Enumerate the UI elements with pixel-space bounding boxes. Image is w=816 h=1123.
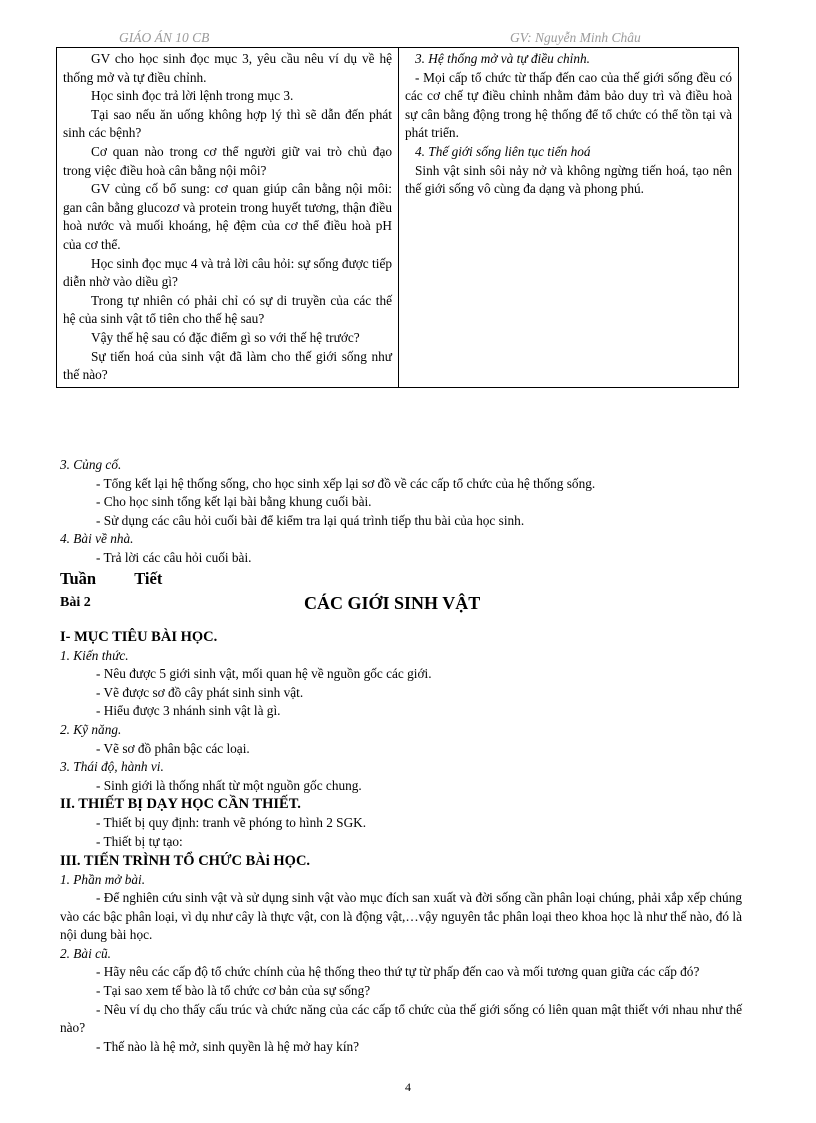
list-item: - Hãy nêu các cấp độ tổ chức chính của hệ thống theo thứ tự từ phấp đến cao và mối tương quan giữa các cấp đó? [96,964,700,980]
bai-ve-nha-heading: 4. Bài về nhà. [60,531,134,547]
subsection-heading: 1. Phần mở bài. [60,871,146,887]
content-paragraph: Sinh vật sinh sôi nảy nở và không ngừng tiến hoá, tạo nên thế giới sống vô cùng đa dạng và phong phú. [405,162,732,197]
activity-paragraph: GV củng cố bổ sung: cơ quan giúp cân bằng nội môi: gan cân bằng glucozơ và protein trong huyết tương, thận điều hoà nước và muối khoáng, hệ đệm của cơ thể điều hoà pH của cơ thể. [63,181,392,252]
list-item: - Vẽ được sơ đồ cây phát sinh sinh vật. [96,684,304,700]
week-period-line [60,568,742,590]
week-label: Tuần [60,568,97,588]
list-item: - Sinh giới là thống nhất từ một nguồn gốc chung. [96,777,362,793]
list-item: - Sử dụng các câu hỏi cuối bài để kiểm tra lại quá trình tiếp thu bài của học sinh. [96,512,525,528]
activity-paragraph: Cơ quan nào trong cơ thể người giữ vai trò chủ đạo trong việc điều hoà cân bằng nội môi? [63,143,392,178]
subsection-heading: 3. Thái độ, hành vi. [60,759,164,775]
list-item: - Cho học sinh tổng kết lại bài bằng khung cuối bài. [96,494,372,510]
content-cell [399,48,739,388]
list-item: - Nêu ví dụ cho thấy cấu trúc và chức năng của các cấp tổ chức của thế giới sống có liên quan mật thiết với nhau như thế nào? [60,1001,742,1036]
cung-co-heading: 3. Củng cố. [60,457,122,472]
activity-paragraph: GV cho học sinh đọc mục 3, yêu cầu nêu ví dụ về hệ thống mở và tự điều chỉnh. [63,51,392,85]
list-item: - Tại sao xem tế bào là tổ chức cơ bản của sự sống? [96,983,371,999]
subsection-heading: 1. Kiến thức. [60,647,129,663]
content-heading: 4. Thế giới sống liên tục tiến hoá [415,143,591,159]
list-item: - Nêu được 5 giới sinh vật, mối quan hệ về nguồn gốc các giới. [96,666,432,682]
subsection-heading: 2. Kỹ năng. [60,721,122,737]
lesson-table [56,47,739,388]
page-number: 4 [405,1080,411,1094]
period-label: Tiết [134,568,163,588]
section-heading: I- MỤC TIÊU BÀI HỌC. [60,628,218,645]
header-right: GV: Nguyễn Minh Châu [510,30,641,45]
main-content [60,456,742,1056]
list-item: - Hiểu được 3 nhánh sinh vật là gì. [96,703,281,719]
list-item: - Thiết bị tự tạo: [96,833,183,849]
activity-paragraph: Học sinh đọc mục 4 và trả lời câu hỏi: sự sống được tiếp diễn nhờ vào diều gì? [63,255,392,290]
activity-paragraph: Sự tiến hoá của sinh vật đã làm cho thế giới sống như thế nào? [63,348,392,383]
header-left: GIÁO ÁN 10 CB [119,30,210,45]
paragraph: - Để nghiên cứu sinh vật và sử dụng sinh vật vào mục đích san xuất và đời sống cần phân loại chúng, phải xắp xếp chúng vào các bậc phân loại, vì dụ như cây là thực vật, con là động vật,…vậy nguyên tắc phân loại theo khoa học là như thế nào, đó là nội dung bài học. [60,890,742,943]
list-item: - Trả lời các câu hỏi cuối bài. [96,549,252,565]
content-paragraph: - Mọi cấp tổ chức từ thấp đến cao của thế giới sống đều có các cơ chế tự điều chỉnh nhằm đảm bảo duy trì và điều hoà sự cân bằng động trong hệ thống để tổ chức có thể tồn tại và phát triển. [405,69,732,141]
activity-paragraph: Tại sao nếu ăn uống không hợp lý thì sẽ dẫn đến phát sinh các bệnh? [63,106,392,141]
section-heading: II. THIẾT BỊ DẠY HỌC CẦN THIẾT. [60,796,301,813]
list-item: - Thế nào là hệ mở, sinh quyền là hệ mở hay kín? [96,1038,360,1054]
lesson-title-row [60,590,742,620]
teacher-student-activity-cell [57,48,399,388]
subsection-heading: 2. Bài cũ. [60,945,111,961]
lesson-title: CÁC GIỚI SINH VẬT [304,592,481,613]
lesson-number: Bài 2 [60,594,91,610]
content-heading: 3. Hệ thống mở và tự điều chỉnh. [415,51,590,66]
list-item: - Vẽ sơ đồ phân bậc các loại. [96,740,250,756]
activity-paragraph: Học sinh đọc trả lời lệnh trong mục 3. [91,88,294,104]
page-header [0,29,816,47]
list-item: - Tổng kết lại hệ thống sống, cho học sinh xếp lại sơ đồ về các cấp tổ chức của hệ thống sống. [96,475,596,491]
activity-paragraph: Trong tự nhiên có phải chỉ có sự di truyền của các thế hệ của sinh vật tổ tiên cho thế hệ sau? [63,292,392,327]
activity-paragraph: Vậy thế hệ sau có đặc điểm gì so với thế hệ trước? [91,329,360,345]
list-item: - Thiết bị quy định: tranh vẽ phóng to hình 2 SGK. [96,815,367,831]
section-heading: III. TIẾN TRÌNH TỔ CHỨC BÀi HỌC. [60,852,311,869]
